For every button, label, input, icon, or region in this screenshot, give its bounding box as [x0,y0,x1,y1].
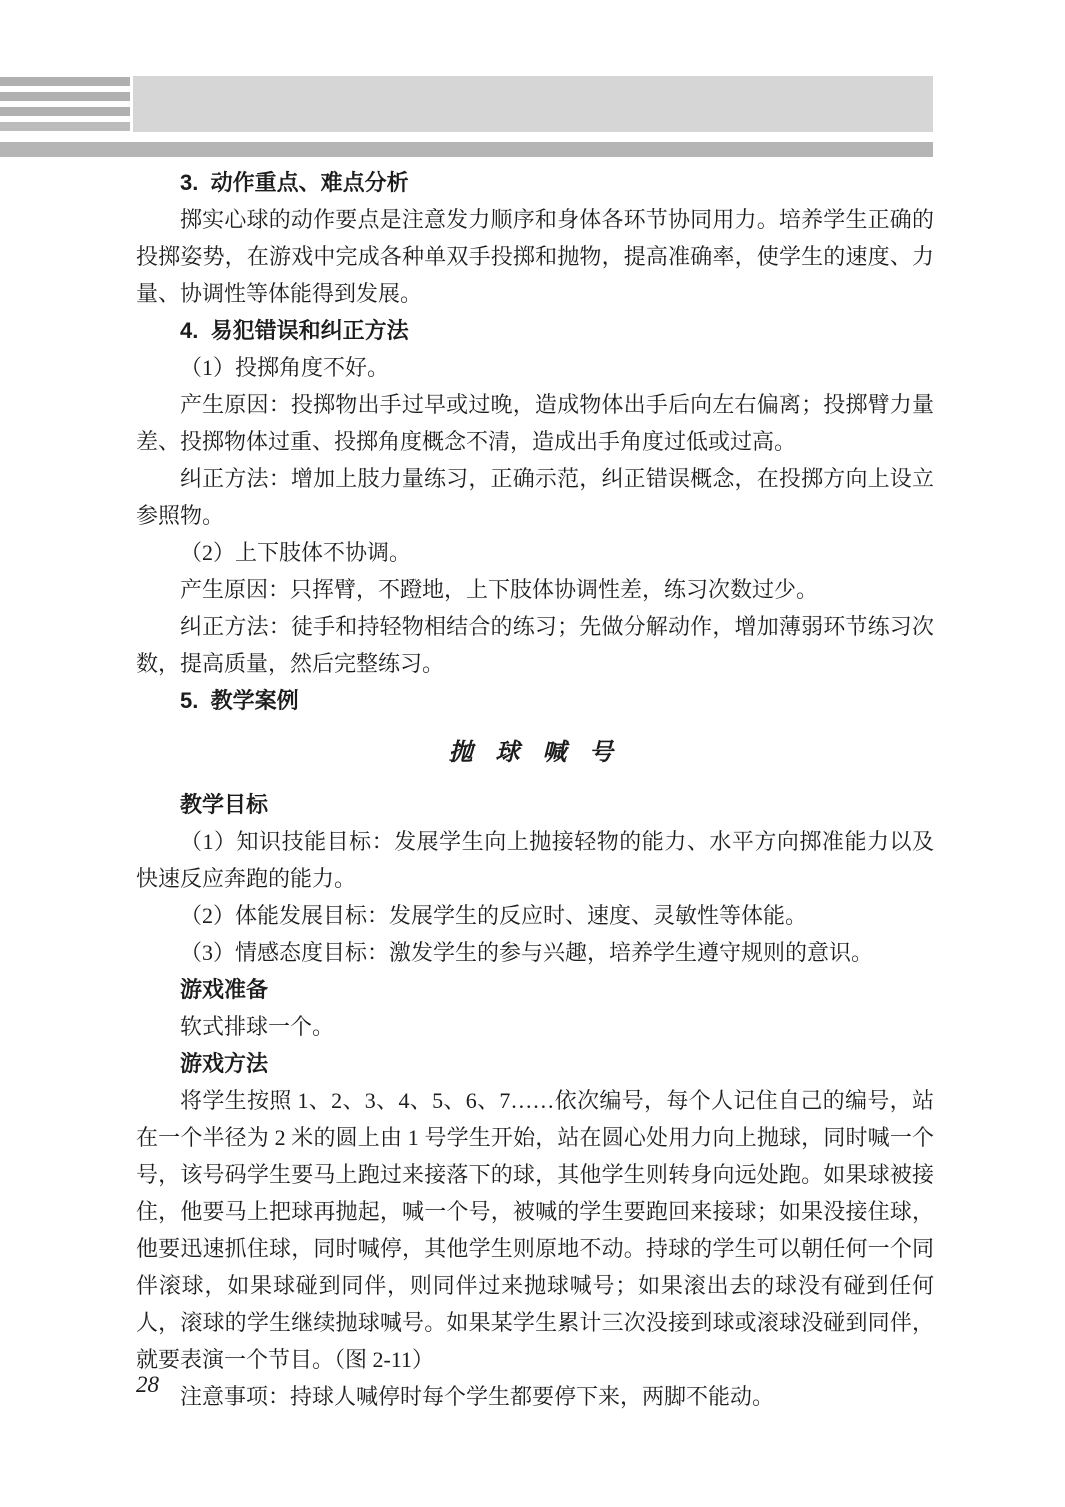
header-stripe [0,122,130,131]
paragraph: 掷实心球的动作要点是注意发力顺序和身体各环节协同用力。培养学生正确的投掷姿势，在游戏中完成各种单双手投掷和抛物，提高准确率，使学生的速度、力量、协调性等体能得到发展。 [136,207,934,306]
paragraph: （3）情感态度目标：激发学生的参与兴趣，培养学生遵守规则的意识。 [180,940,874,965]
header-stripe [0,77,130,86]
header-stripe [0,92,130,101]
paragraph: 软式排球一个。 [180,1014,335,1039]
section-heading: 3. 动作重点、难点分析 [180,170,409,195]
game-title: 抛 球 喊 号 [448,740,622,766]
sub-heading: 游戏方法 [180,1051,269,1076]
paragraph: 纠正方法：徒手和持轻物相结合的练习；先做分解动作，增加薄弱环节练习次数，提高质量，然后完整练习。 [136,614,934,676]
page-number: 28 [136,1372,159,1397]
paragraph: （2）上下肢体不协调。 [180,540,412,565]
page-content [136,164,934,1415]
sub-heading: 游戏准备 [180,977,269,1002]
paragraph: 产生原因：只挥臂，不蹬地，上下肢体协调性差，练习次数过少。 [180,577,819,602]
section-heading: 4. 易犯错误和纠正方法 [180,318,409,343]
header-stripe [0,107,130,116]
paragraph: 注意事项：持球人喊停时每个学生都要停下来，两脚不能动。 [180,1384,775,1409]
paragraph: （2）体能发展目标：发展学生的反应时、速度、灵敏性等体能。 [180,903,808,928]
header-decoration [0,0,1065,170]
paragraph: （1）知识技能目标：发展学生向上抛接轻物的能力、水平方向掷准能力以及快速反应奔跑的能力。 [136,829,934,891]
paragraph: （1）投掷角度不好。 [180,355,390,380]
header-bar [0,142,933,157]
sub-heading: 教学目标 [180,792,269,817]
header-block [133,76,933,132]
paragraph: 纠正方法：增加上肢力量练习，正确示范，纠正错误概念，在投掷方向上设立参照物。 [136,466,934,528]
section-heading: 5. 教学案例 [180,688,299,713]
paragraph: 产生原因：投掷物出手过早或过晚，造成物体出手后向左右偏离；投掷臂力量差、投掷物体过重、投掷角度概念不清，造成出手角度过低或过高。 [136,392,934,454]
paragraph: 将学生按照 1、2、3、4、5、6、7……依次编号，每个人记住自己的编号，站在一个半径为 2 米的圆上由 1 号学生开始，站在圆心处用力向上抛球，同时喊一个号，该号码学生要马上跑过来接落下的球，其他学生则转身向远处跑。如果球被接住，他要马上把球再抛起，喊一个号，被喊的学生要跑回来接球；如果没接住球，他要迅速抓住球，同时喊停，其他学生则原地不动。持球的学生可以朝任何一个同伴滚球，如果球碰到同伴，则同伴过来抛球喊号；如果滚出去的球没有碰到任何人，滚球的学生继续抛球喊号。如果某学生累计三次没接到球或滚球没碰到同伴，就要表演一个节目。（图 2-11） [136,1088,934,1372]
